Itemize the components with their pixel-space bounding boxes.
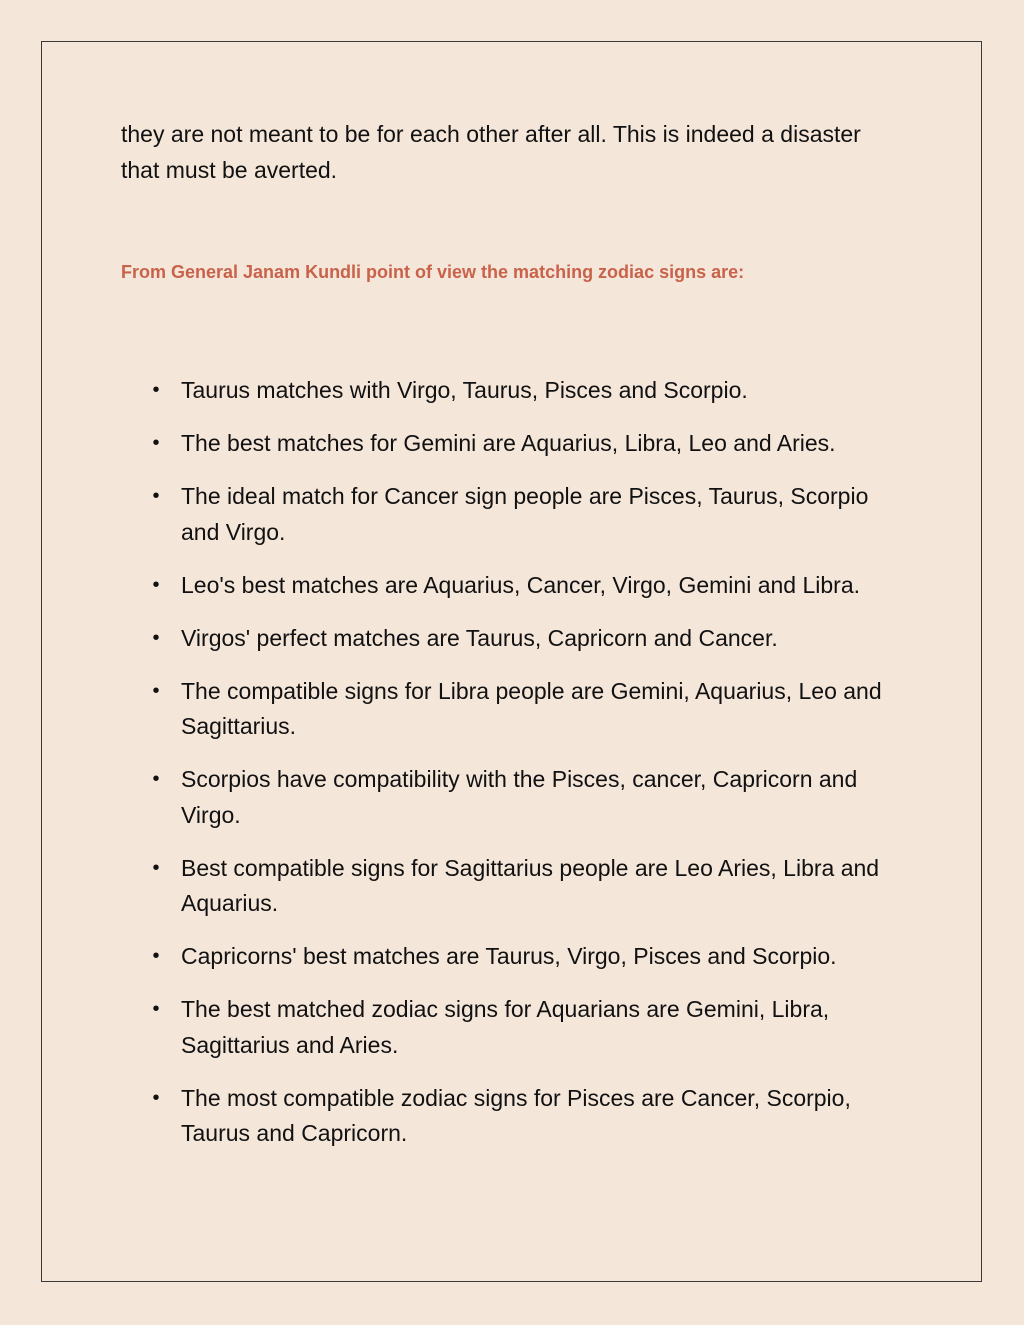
bullet-icon: • (152, 379, 160, 401)
bullet-icon: • (152, 998, 160, 1020)
list-item (152, 992, 911, 1063)
list-item (152, 762, 911, 833)
bullet-icon: • (152, 485, 160, 507)
list-item-text: The best matches for Gemini are Aquarius, Libra, Leo and Aries. (181, 430, 836, 456)
list-item (152, 621, 911, 657)
list-item (152, 568, 911, 604)
list-item (152, 1081, 911, 1152)
intro-paragraph: they are not meant to be for each other after all. This is indeed a disaster that must be averted. (121, 121, 861, 183)
list-item-text: Virgos' perfect matches are Taurus, Capricorn and Cancer. (181, 624, 778, 651)
list-item (152, 939, 911, 975)
list-item-text: Scorpios have compatibility with the Pisces, cancer, Capricorn and Virgo. (181, 766, 858, 828)
bullet-icon: • (152, 679, 160, 702)
list-item-text: The ideal match for Cancer sign people are Pisces, Taurus, Scorpio and Virgo. (181, 483, 869, 545)
bullet-icon: • (152, 856, 160, 879)
bullet-icon: • (152, 626, 160, 649)
list-item-text: The compatible signs for Libra people are Gemini, Aquarius, Leo and Sagittarius. (181, 677, 882, 739)
section-heading: From General Janam Kundli point of view the matching zodiac signs are: (121, 262, 745, 282)
list-item-text: Capricorns' best matches are Taurus, Virgo, Pisces and Scorpio. (181, 943, 837, 969)
list-item-text: The best matched zodiac signs for Aquarians are Gemini, Libra, Sagittarius and Aries. (181, 996, 830, 1058)
list-item (152, 479, 911, 550)
list-item-text: Leo's best matches are Aquarius, Cancer, Virgo, Gemini and Libra. (181, 571, 861, 598)
zodiac-match-list (152, 373, 911, 1169)
list-item-text: Best compatible signs for Sagittarius people are Leo Aries, Libra and Aquarius. (181, 854, 880, 916)
bullet-icon: • (152, 573, 160, 596)
list-item (152, 851, 911, 922)
bullet-icon: • (152, 1086, 160, 1109)
list-item (152, 373, 911, 409)
bullet-icon: • (152, 768, 160, 790)
list-item-text: Taurus matches with Virgo, Taurus, Pisces and Scorpio. (181, 377, 748, 403)
bullet-icon: • (152, 945, 160, 967)
bullet-icon: • (152, 432, 160, 454)
list-item-text: The most compatible zodiac signs for Pisces are Cancer, Scorpio, Taurus and Capricorn. (181, 1084, 851, 1146)
list-item (152, 674, 911, 745)
list-item (152, 426, 911, 462)
